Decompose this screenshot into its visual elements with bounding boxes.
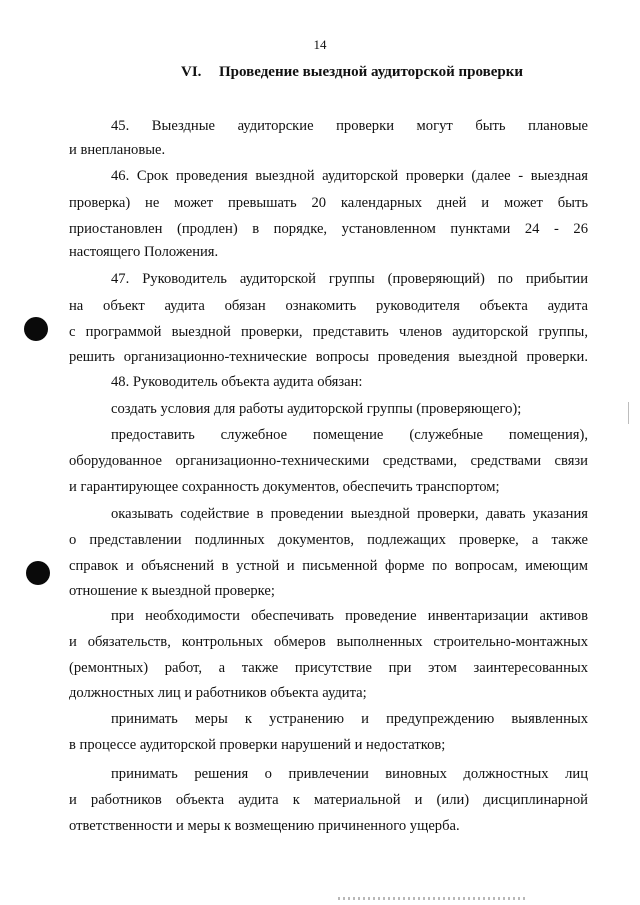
text-line: (ремонтных) работ, а также присутствие при этом заинтересованных [69,660,588,676]
text-line: о представлении подлинных документов, подлежащих проверке, а также [69,532,588,548]
text-line: с программой выездной проверки, представить членов аудиторской группы, [69,324,588,340]
section-title: Проведение выездной аудиторской проверки [219,64,524,80]
binder-hole [24,317,48,341]
text-line: оказывать содействие в проведении выездной проверки, давать указания [111,506,588,522]
text-line: 46. Срок проведения выездной аудиторской проверки (далее - выездная [111,168,588,184]
scan-noise [338,897,528,900]
section-number: VI. [181,64,202,80]
text-line: проверка) не может превышать 20 календарных дней и может быть [69,195,588,211]
text-line: ответственности и меры к возмещению причиненного ущерба. [69,818,460,834]
text-line: на объект аудита обязан ознакомить руководителя объекта аудита [69,298,588,314]
text-line: и внеплановые. [69,142,166,158]
text-line: создать условия для работы аудиторской группы (проверяющего); [111,401,522,417]
text-line: отношение к выездной проверке; [69,583,275,599]
text-line: в процессе аудиторской проверки нарушений и недостатков; [69,737,446,753]
text-line: предоставить служебное помещение (служебные помещения), [111,427,588,443]
text-line: 48. Руководитель объекта аудита обязан: [111,374,363,390]
text-line: приостановлен (продлен) в порядке, установленном пунктами 24 - 26 [69,221,588,237]
text-line: 47. Руководитель аудиторской группы (проверяющий) по прибытии [111,271,588,287]
text-line: справок и объяснений в устной и письменной форме по вопросам, имеющим [69,558,588,574]
text-line: решить организационно-технические вопросы проведения выездной проверки. [69,349,588,365]
text-line: должностных лиц и работников объекта аудита; [69,685,367,701]
text-line: и гарантирующее сохранность документов, обеспечить транспортом; [69,479,500,495]
section-heading [181,61,523,83]
text-line: и обязательств, контрольных обмеров выполненных строительно-монтажных [69,634,588,650]
binder-hole [26,561,50,585]
text-line: и работников объекта аудита к материальной и (или) дисциплинарной [69,792,588,808]
text-line: при необходимости обеспечивать проведение инвентаризации активов [111,608,588,624]
text-line: 45. Выездные аудиторские проверки могут быть плановые [111,118,588,134]
page-number: 14 [313,37,327,52]
text-line: оборудованное организационно-техническими средствами, средствами связи [69,453,588,469]
text-line: принимать решения о привлечении виновных должностных лиц [111,766,588,782]
scan-edge-mark [628,402,629,424]
text-line: принимать меры к устранению и предупреждению выявленных [111,711,588,727]
text-line: настоящего Положения. [69,244,219,260]
